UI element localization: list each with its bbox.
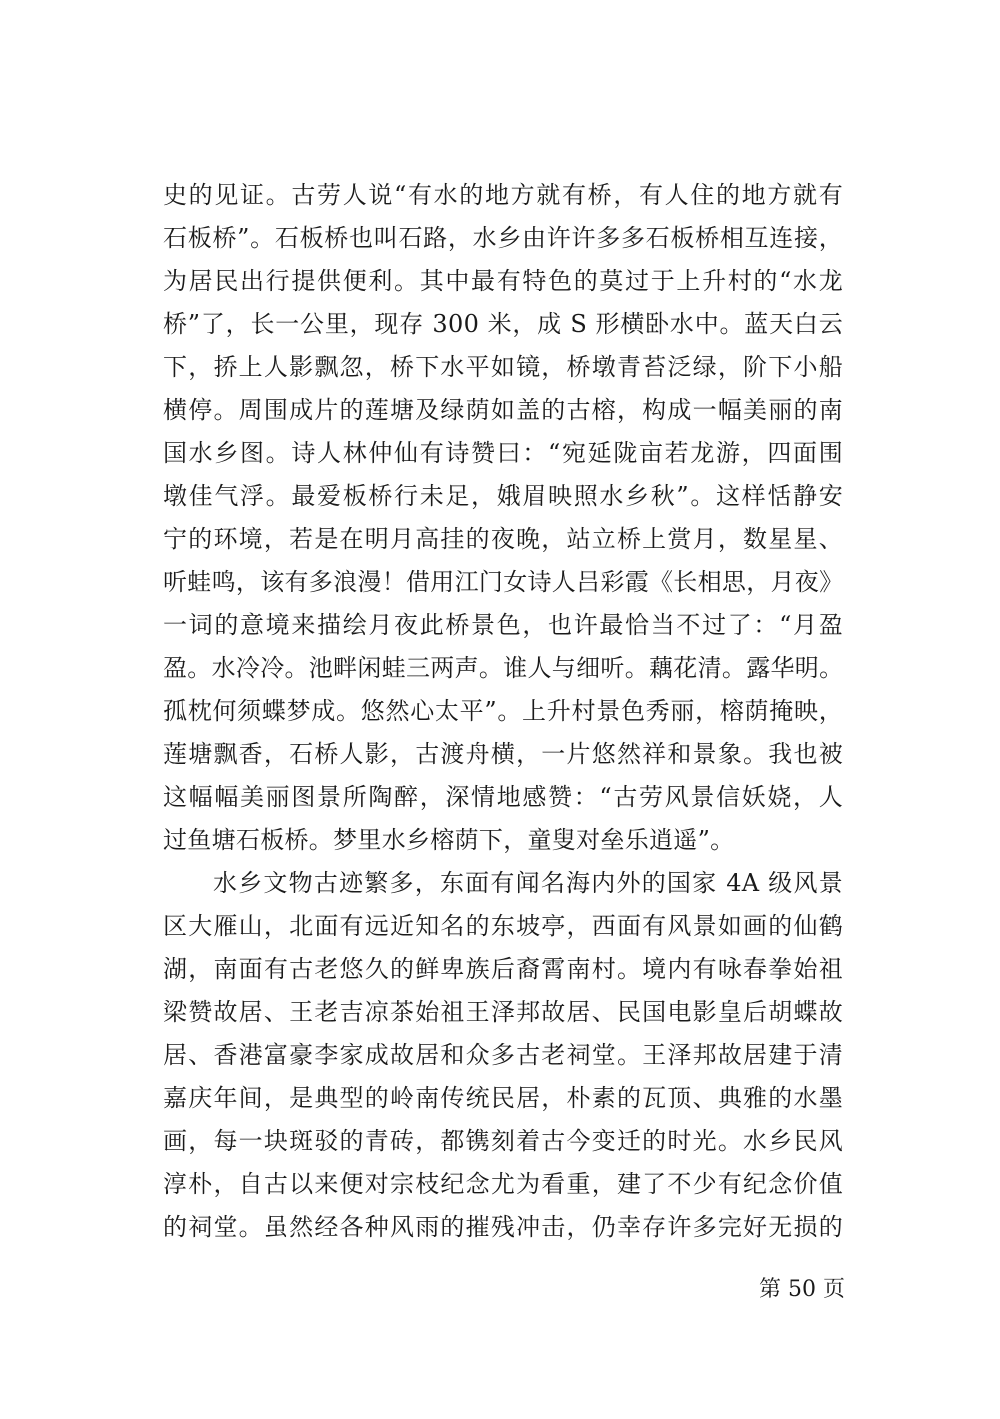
- text-line: 孤枕何须蝶梦成。悠然心太平”。上升村景色秀丽，榕荫掩映，: [163, 697, 843, 725]
- text-line: 横停。周围成片的莲塘及绿荫如盖的古榕，构成一幅美丽的南: [163, 396, 843, 424]
- page-number: 第 50 页: [759, 1277, 845, 1302]
- text-line: 居、香港富豪李家成故居和众多古老祠堂。王泽邦故居建于清: [163, 1041, 843, 1069]
- text-line: 湖，南面有古老悠久的鲜卑族后裔霄南村。境内有咏春拳始祖: [163, 955, 843, 983]
- text-line: 石板桥”。石板桥也叫石路，水乡由许许多多石板桥相互连接，: [163, 224, 843, 252]
- text-line: 莲塘飘香，石桥人影，古渡舟横，一片悠然祥和景象。我也被: [163, 740, 843, 768]
- text-line: 盈。水冷冷。池畔闲蛙三两声。谁人与细听。藕花清。露华明。: [163, 654, 844, 682]
- text-line: 一词的意境来描绘月夜此桥景色，也许最恰当不过了：“月盈: [163, 611, 843, 639]
- text-line: 史的见证。古劳人说“有水的地方就有桥，有人住的地方就有: [163, 181, 843, 209]
- text-line: 宁的环境，若是在明月高挂的夜晚，站立桥上赏月，数星星、: [163, 525, 843, 553]
- text-line: 为居民出行提供便利。其中最有特色的莫过于上升村的“水龙: [163, 267, 843, 295]
- text-line: 淳朴，自古以来便对宗枝纪念尤为看重，建了不少有纪念价值: [163, 1170, 843, 1198]
- text-line: 画，每一块斑驳的青砖，都镌刻着古今变迁的时光。水乡民风: [163, 1127, 843, 1155]
- text-line: 区大雁山，北面有远近知名的东坡亭，西面有风景如画的仙鹤: [163, 912, 843, 940]
- text-line: 听蛙鸣，该有多浪漫！借用江门女诗人吕彩霞《长相思，月夜》: [163, 568, 844, 596]
- paragraph-start-line: 水乡文物古迹繁多，东面有闻名海内外的国家 4A 级风景: [213, 869, 843, 897]
- text-line: 桥”了，长一公里，现存 300 米，成 S 形横卧水中。蓝天白云: [163, 310, 843, 338]
- text-line: 的祠堂。虽然经各种风雨的摧残冲击，仍幸存许多完好无损的: [163, 1213, 843, 1241]
- text-line: 嘉庆年间，是典型的岭南传统民居，朴素的瓦顶、典雅的水墨: [163, 1084, 843, 1112]
- text-line: 这幅幅美丽图景所陶醉，深情地感赞：“古劳风景信妖娆，人: [163, 783, 843, 811]
- text-line: 国水乡图。诗人林仲仙有诗赞曰：“宛延陇亩若龙游，四面围: [163, 439, 843, 467]
- text-line: 下，挢上人影飘忽，桥下水平如镜，桥墩青苔泛绿，阶下小船: [163, 353, 843, 381]
- text-line: 过鱼塘石板桥。梦里水乡榕荫下，童叟对垒乐逍遥”。: [163, 826, 735, 854]
- text-line: 墩佳气浮。最爱板桥行未足，娥眉映照水乡秋”。这样恬静安: [163, 482, 843, 510]
- text-line: 梁赞故居、王老吉凉茶始祖王泽邦故居、民国电影皇后胡蝶故: [163, 998, 843, 1026]
